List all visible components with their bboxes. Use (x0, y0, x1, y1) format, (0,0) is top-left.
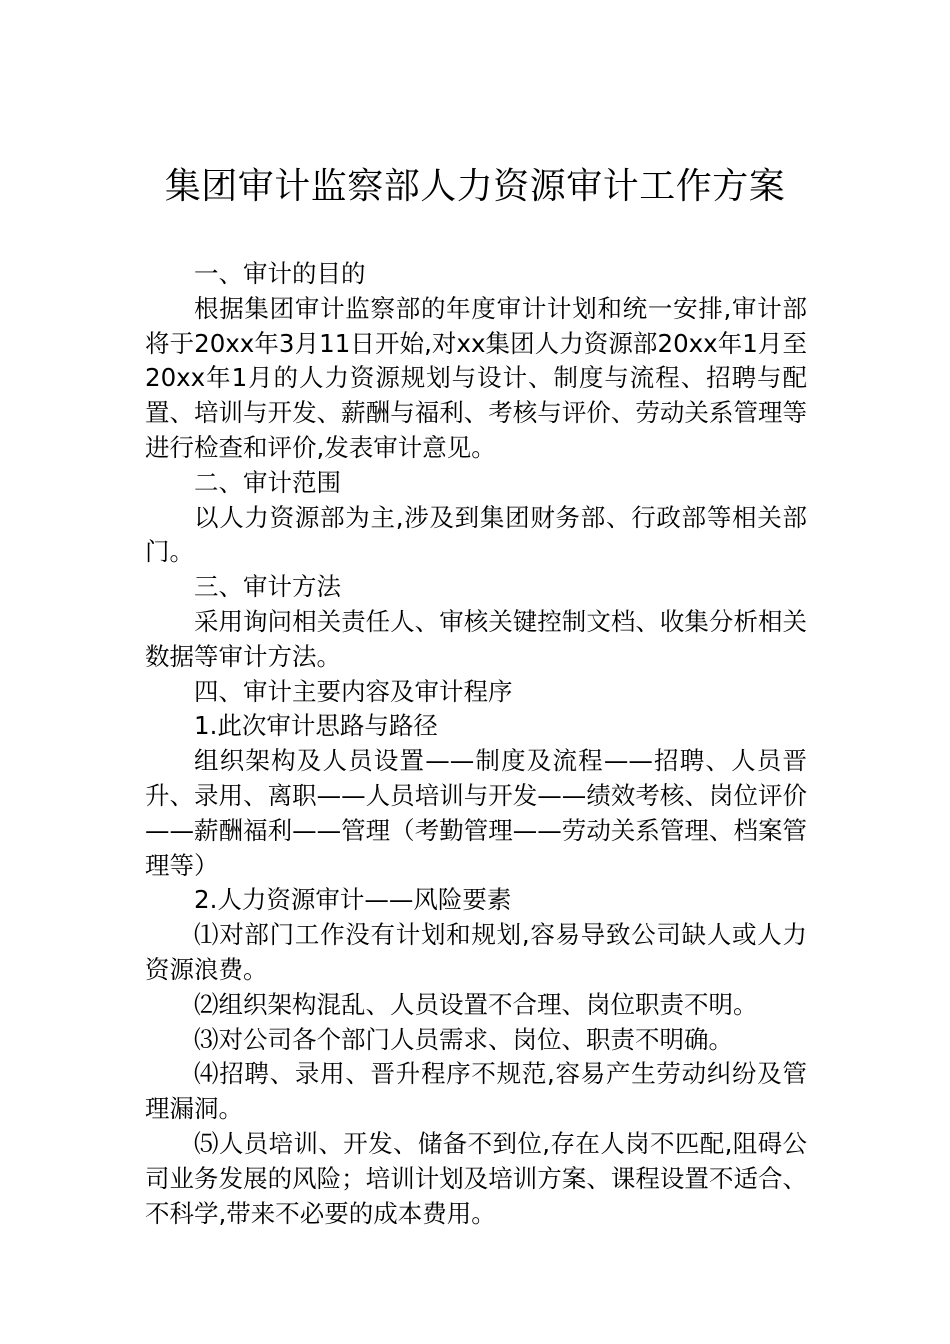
risk-item-3: ⑶对公司各个部门人员需求、岗位、职责不明确。 (194, 1024, 733, 1054)
section-heading-purpose: 一、审计的目的 (194, 259, 366, 288)
paragraph-purpose: 根据集团审计监察部的年度审计计划和统一安排,审计部将于20xx年3月11日开始,对xx集团人力资源部20xx年1月至20xx年1月的人力资源规划与设计、制度与流程、招聘与配置、培训与开发、薪酬与福利、考核与评价、劳动关系管理等进行检查和评价,发表审计意见。 (145, 293, 807, 462)
subheading-approach: 1.此次审计思路与路径 (194, 711, 438, 741)
paragraph-approach: 组织架构及人员设置——制度及流程——招聘、人员晋升、录用、离职——人员培训与开发——绩效考核、岗位评价——薪酬福利——管理（考勤管理——劳动关系管理、档案管理等） (145, 746, 807, 880)
section-heading-content: 四、审计主要内容及审计程序 (194, 676, 513, 706)
paragraph-method: 采用询问相关责任人、审核关键控制文档、收集分析相关数据等审计方法。 (145, 606, 807, 671)
paragraph-scope: 以人力资源部为主,涉及到集团财务部、行政部等相关部门。 (145, 502, 807, 567)
document-body (145, 257, 807, 1231)
risk-item-4: ⑷招聘、录用、晋升程序不规范,容易产生劳动纠纷及管理漏洞。 (145, 1059, 807, 1124)
risk-item-2: ⑵组织架构混乱、人员设置不合理、岗位职责不明。 (194, 989, 758, 1019)
risk-item-1: ⑴对部门工作没有计划和规划,容易导致公司缺人或人力资源浪费。 (145, 920, 807, 984)
document-title: 集团审计监察部人力资源审计工作方案 (164, 166, 786, 207)
section-heading-scope: 二、审计范围 (194, 467, 341, 497)
subheading-risk-factors: 2.人力资源审计——风险要素 (194, 885, 512, 915)
risk-item-5: ⑸人员培训、开发、储备不到位,存在人岗不匹配,阻碍公司业务发展的风险；培训计划及培训方案、课程设置不适合、不科学,带来不必要的成本费用。 (145, 1128, 807, 1228)
section-heading-method: 三、审计方法 (194, 572, 341, 602)
